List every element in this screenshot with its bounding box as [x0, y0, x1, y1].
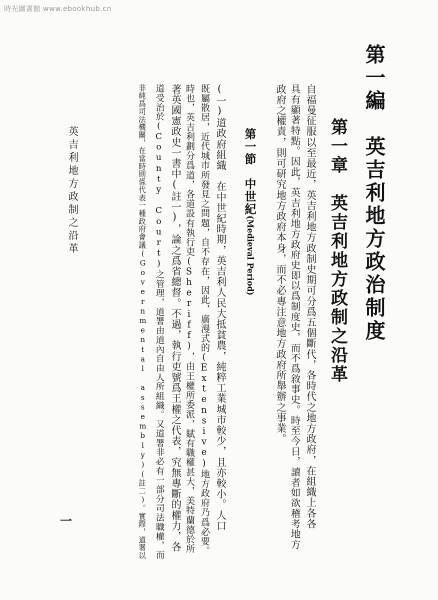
section-title — [244, 128, 256, 295]
chapter-title: 第一章 英吉利地方政制之沿革 — [327, 118, 347, 384]
body-line: 非純爲司法機關，在當時則係代表一種政府會議(Governmental assembly)(註二)。實際，道署以 — [138, 84, 148, 560]
intro-line: 具有顯著特點。因此，英吉利地方政府史即以爲制度史，而不爲敘事史。時至今日，讀者如欲稽考地方 — [288, 84, 300, 550]
body-line: 道受治於(County Court)之管理，道署由道內自由人所組織。又道署非必有一部分司法職權，而 — [153, 84, 164, 560]
section-title-en: (Medieval Period) — [245, 215, 256, 296]
intro-line: 政府之權責，則可研究地方政府本身，而不必專注意地方政府所舉辦之事業。 — [274, 84, 285, 445]
body-line: 著英國憲政史一書中(註一)，論之爲省總督。不過，執行吏號爲王權之代表，究無專斷的權力，各 — [169, 84, 180, 553]
body-line: 時也，英吉利劃分爲道，各道設有執行吏(Sheriff)，由王權所委派，賦有職權甚大，美特蘭德於所 — [184, 84, 194, 554]
part-title: 第一編 英吉利地方政治制度 — [362, 44, 386, 343]
page-number: 一 — [60, 514, 73, 528]
body-line: 既屬散居，近代城市所發見之問題，自不存在，因此，廣漫式的(Extensive)地方政府乃爲必要。 — [199, 84, 209, 556]
running-head: 英吉利地方政制之沿革 — [66, 126, 77, 256]
body-line: (一)道政府組織 在中世紀時期，英吉利人民大抵貧農，純粹工業城市較少，且亦較小。人口 — [214, 84, 225, 532]
section-title-zh: 第一節 中世紀 — [243, 128, 258, 216]
intro-line: 自福曼征服以至最近，英吉利地方政制史期可分爲五個斷代，各時代之地方政府，在組織上各各 — [304, 84, 315, 530]
watermark: 時光圖書館 www.ebookhub.cn — [4, 5, 112, 13]
